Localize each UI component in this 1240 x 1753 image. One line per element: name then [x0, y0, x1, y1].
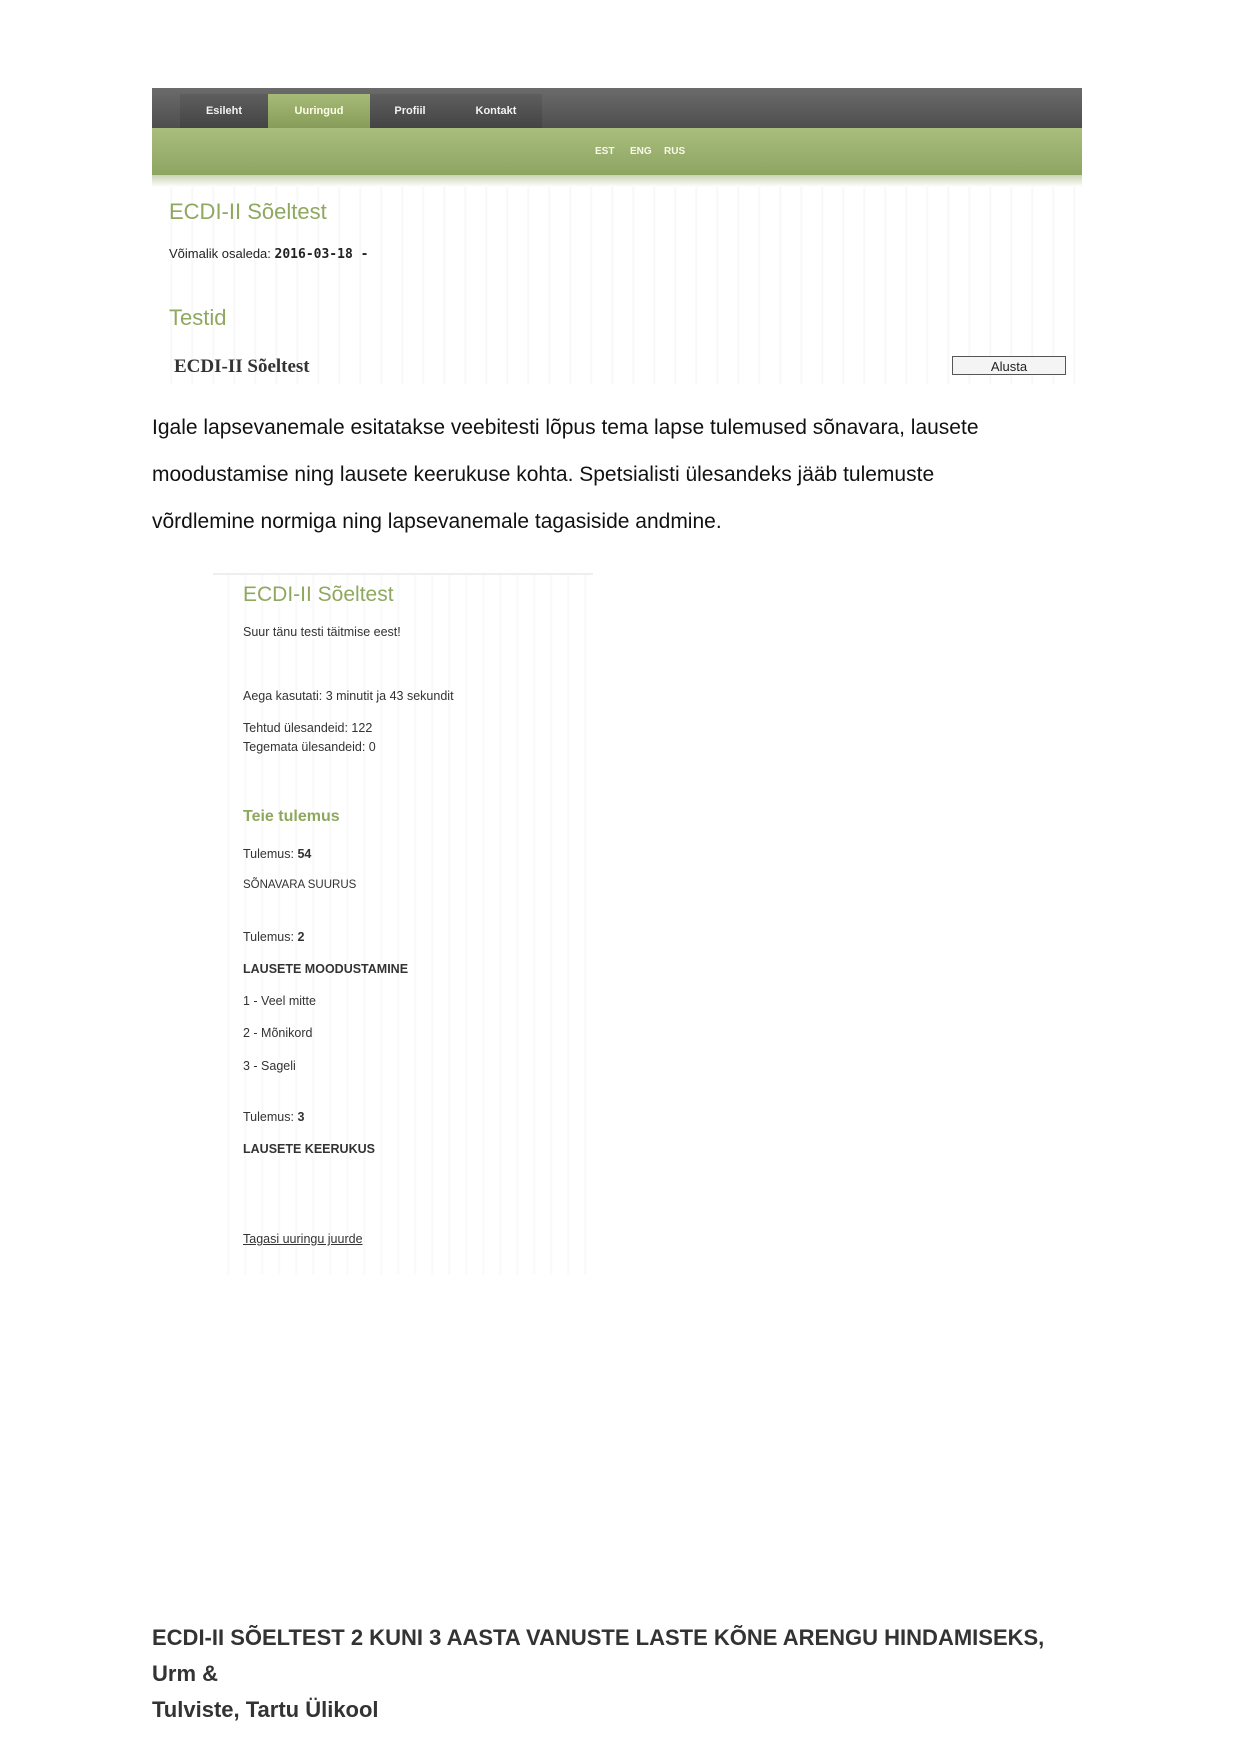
tasks-done: Tehtud ülesandeid: 122: [243, 721, 373, 735]
nav-tab-profiil[interactable]: Profiil: [370, 94, 450, 128]
sentence-result: [243, 930, 304, 944]
page-title: ECDI-II Sõeltest: [169, 199, 327, 224]
paragraph-line: võrdlemine normiga ning lapsevanemale tagasiside andmine.: [152, 510, 722, 533]
nav-tab-kontakt[interactable]: Kontakt: [450, 94, 542, 128]
vocabulary-score: 54: [297, 847, 312, 861]
language-eng[interactable]: ENG: [630, 146, 652, 157]
test-name: ECDI-II Sõeltest: [174, 356, 310, 377]
start-button[interactable]: Alusta: [952, 356, 1066, 375]
nav-tab-uuringud[interactable]: Uuringud: [268, 94, 370, 128]
sentence-option: 3 - Sageli: [243, 1059, 296, 1073]
result-label: Tulemus:: [243, 847, 294, 861]
participation-info: [169, 246, 368, 262]
sentence-option: 1 - Veel mitte: [243, 994, 316, 1008]
paragraph-line: Igale lapsevanemale esitatakse veebitesti lõpus tema lapse tulemused sõnavara, lausete: [152, 416, 979, 439]
thanks-message: Suur tänu testi täitmise eest!: [243, 625, 401, 639]
language-est[interactable]: EST: [595, 146, 615, 157]
vocabulary-label: SÕNAVARA SUURUS: [243, 879, 357, 891]
sentence-option: 2 - Mõnikord: [243, 1026, 313, 1040]
time-used: Aega kasutati: 3 minutit ja 43 sekundit: [243, 689, 454, 703]
test-page-screenshot: [152, 88, 1082, 384]
result-label: Tulemus:: [243, 930, 294, 944]
results-page-screenshot: [213, 573, 593, 1275]
section-heading: Testid: [169, 305, 227, 330]
complexity-result: [243, 1110, 304, 1124]
result-label: Tulemus:: [243, 1110, 294, 1124]
nav-tab-esileht[interactable]: Esileht: [180, 94, 268, 128]
body-paragraph: [152, 404, 1092, 545]
sentence-score: 2: [297, 930, 305, 944]
footer-line: ECDI-II SÕELTEST 2 KUNI 3 AASTA VANUSTE LASTE KÕNE ARENGU HINDAMISEKS, Urm &: [152, 1625, 1045, 1686]
complexity-label: LAUSETE KEERUKUS: [243, 1142, 375, 1156]
document-footer: [152, 1620, 1092, 1728]
sentence-label: LAUSETE MOODUSTAMINE: [243, 962, 409, 976]
complexity-score: 3: [297, 1110, 305, 1124]
vocabulary-result: [243, 847, 311, 861]
footer-line: Tulviste, Tartu Ülikool: [152, 1697, 379, 1722]
participation-label: Võimalik osaleda:: [169, 246, 271, 261]
back-link[interactable]: Tagasi uuringu juurde: [243, 1232, 363, 1246]
paragraph-line: moodustamise ning lausete keerukuse kohta. Spetsialisti ülesandeks jääb tulemuste: [152, 463, 935, 486]
language-rus[interactable]: RUS: [664, 146, 686, 157]
language-bar: [152, 128, 1082, 175]
results-title: ECDI-II Sõeltest: [243, 583, 394, 606]
top-navigation: [152, 88, 1082, 128]
participation-date: 2016-03-18 -: [274, 247, 369, 262]
result-heading: Teie tulemus: [243, 808, 340, 825]
tasks-left: Tegemata ülesandeid: 0: [243, 740, 376, 754]
